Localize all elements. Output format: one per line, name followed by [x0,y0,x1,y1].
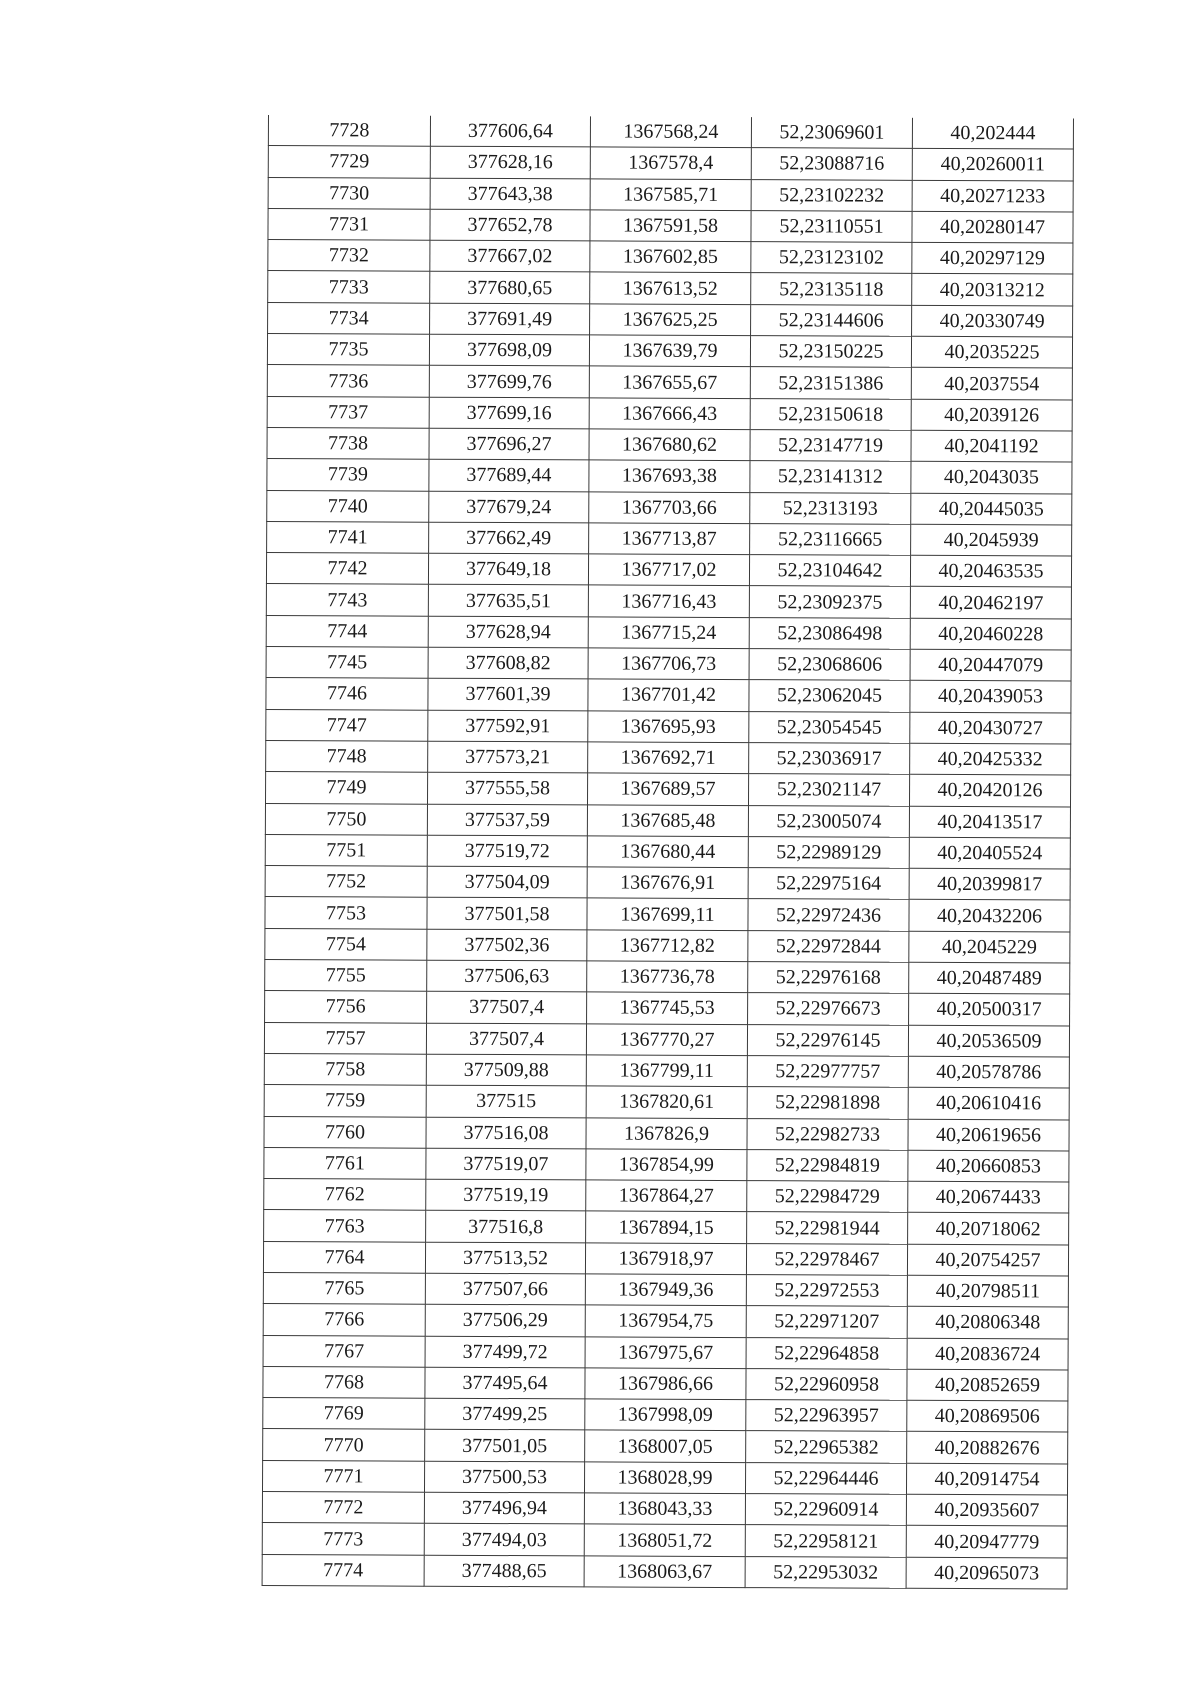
point-number-cell: 7747 [266,709,428,741]
table-row [265,866,1070,901]
y-coordinate-cell: 1367745,53 [587,992,748,1024]
table-row [264,1085,1069,1120]
x-coordinate-cell: 377699,16 [429,397,589,429]
table-row [266,678,1071,713]
longitude-cell: 40,2037554 [911,368,1072,400]
point-number-cell: 7736 [267,365,429,397]
longitude-cell: 40,20798511 [907,1275,1068,1307]
table-row [264,1210,1069,1245]
x-coordinate-cell: 377537,59 [427,804,587,836]
x-coordinate-cell: 377555,58 [427,772,587,804]
y-coordinate-cell: 1367998,09 [585,1399,746,1431]
table-row [265,991,1070,1026]
latitude-cell: 52,23102232 [751,179,912,211]
point-number-cell: 7734 [268,302,430,334]
x-coordinate-cell: 377635,51 [428,585,588,617]
y-coordinate-cell: 1367701,42 [588,679,749,711]
y-coordinate-cell: 1367602,85 [590,241,751,273]
x-coordinate-cell: 377502,36 [427,929,587,961]
table-row [268,146,1073,181]
longitude-cell: 40,20330749 [912,305,1073,337]
table-row [264,1053,1069,1088]
longitude-cell: 40,20610416 [908,1088,1069,1120]
x-coordinate-cell: 377509,88 [426,1054,586,1086]
y-coordinate-cell: 1367713,87 [589,523,750,555]
x-coordinate-cell: 377496,94 [424,1492,584,1524]
longitude-cell: 40,20935607 [906,1494,1067,1526]
x-coordinate-cell: 377506,63 [427,960,587,992]
point-number-cell: 7758 [264,1053,426,1085]
y-coordinate-cell: 1367715,24 [588,617,749,649]
point-number-cell: 7756 [265,991,427,1023]
table-row [265,772,1070,807]
longitude-cell: 40,202444 [912,118,1073,149]
point-number-cell: 7765 [263,1272,425,1304]
point-number-cell: 7766 [263,1304,425,1336]
latitude-cell: 52,23135118 [751,273,912,305]
y-coordinate-cell: 1367699,11 [587,898,748,930]
y-coordinate-cell: 1367770,27 [586,1024,747,1056]
longitude-cell: 40,20413517 [909,806,1070,838]
latitude-cell: 52,23144606 [751,304,912,336]
longitude-cell: 40,20420126 [909,775,1070,807]
point-number-cell: 7764 [263,1241,425,1273]
longitude-cell: 40,20869506 [907,1400,1068,1432]
x-coordinate-cell: 377494,03 [424,1524,584,1556]
table-row [262,1460,1067,1495]
point-number-cell: 7743 [266,584,428,616]
latitude-cell: 52,22981944 [747,1212,908,1244]
point-number-cell: 7731 [268,208,430,240]
x-coordinate-cell: 377573,21 [428,741,588,773]
longitude-cell: 40,2041192 [911,430,1072,462]
latitude-cell: 52,23151386 [750,367,911,399]
x-coordinate-cell: 377696,27 [429,428,589,460]
y-coordinate-cell: 1367685,48 [587,804,748,836]
table-row [263,1272,1068,1307]
latitude-cell: 52,22984729 [747,1181,908,1213]
latitude-cell: 52,23110551 [751,210,912,242]
latitude-cell: 52,22972553 [746,1275,907,1307]
y-coordinate-cell: 1367613,52 [590,272,751,304]
y-coordinate-cell: 1367568,24 [590,116,751,147]
latitude-cell: 52,23069601 [751,117,912,148]
point-number-cell: 7755 [265,960,427,992]
x-coordinate-cell: 377495,64 [425,1367,585,1399]
longitude-cell: 40,20718062 [908,1213,1069,1245]
table-row [266,553,1071,588]
x-coordinate-cell: 377507,4 [427,992,587,1024]
table-row [266,647,1071,682]
x-coordinate-cell: 377592,91 [428,710,588,742]
longitude-cell: 40,2045229 [909,931,1070,963]
y-coordinate-cell: 1367706,73 [588,648,749,680]
y-coordinate-cell: 1368043,33 [584,1493,745,1525]
latitude-cell: 52,22964446 [745,1462,906,1494]
table-row [265,803,1070,838]
point-number-cell: 7749 [265,772,427,804]
latitude-cell: 52,23021147 [748,774,909,806]
table-row [267,396,1072,431]
x-coordinate-cell: 377501,05 [425,1430,585,1462]
longitude-cell: 40,20280147 [912,211,1073,243]
y-coordinate-cell: 1367693,38 [589,460,750,492]
latitude-cell: 52,23005074 [748,805,909,837]
y-coordinate-cell: 1367666,43 [589,398,750,430]
latitude-cell: 52,22984819 [747,1149,908,1181]
y-coordinate-cell: 1368051,72 [584,1524,745,1556]
x-coordinate-cell: 377606,64 [430,116,590,147]
point-number-cell: 7772 [262,1492,424,1524]
table-row [268,271,1073,306]
x-coordinate-cell: 377628,94 [428,616,588,648]
latitude-cell: 52,23088716 [751,148,912,180]
longitude-cell: 40,20536509 [908,1025,1069,1057]
point-number-cell: 7769 [263,1398,425,1430]
table-row [265,834,1070,869]
x-coordinate-cell: 377516,08 [426,1117,586,1149]
latitude-cell: 52,23092375 [749,586,910,618]
latitude-cell: 52,23068606 [749,649,910,681]
point-number-cell: 7730 [268,177,430,209]
table-row [264,1116,1069,1151]
table-row [263,1335,1068,1370]
x-coordinate-cell: 377628,16 [430,147,590,179]
longitude-cell: 40,20947779 [906,1526,1067,1558]
latitude-cell: 52,23104642 [749,555,910,587]
table-row [266,740,1071,775]
y-coordinate-cell: 1367639,79 [589,335,750,367]
x-coordinate-cell: 377689,44 [429,459,589,491]
latitude-cell: 52,23123102 [751,242,912,274]
latitude-cell: 52,22972436 [748,899,909,931]
y-coordinate-cell: 1367578,4 [590,147,751,179]
point-number-cell: 7740 [267,490,429,522]
point-number-cell: 7760 [264,1116,426,1148]
x-coordinate-cell: 377652,78 [430,209,590,241]
latitude-cell: 52,23116665 [750,523,911,555]
latitude-cell: 52,22982733 [747,1118,908,1150]
table-row [263,1398,1068,1433]
x-coordinate-cell: 377499,25 [425,1398,585,1430]
longitude-cell: 40,20852659 [907,1369,1068,1401]
longitude-cell: 40,20836724 [907,1338,1068,1370]
latitude-cell: 52,23054545 [749,711,910,743]
y-coordinate-cell: 1367820,61 [586,1086,747,1118]
x-coordinate-cell: 377662,49 [429,522,589,554]
point-number-cell: 7771 [262,1460,424,1492]
y-coordinate-cell: 1367826,9 [586,1117,747,1149]
point-number-cell: 7752 [265,866,427,898]
y-coordinate-cell: 1367692,71 [588,742,749,774]
point-number-cell: 7773 [262,1523,424,1555]
latitude-cell: 52,22960958 [746,1368,907,1400]
table-row [267,521,1072,556]
y-coordinate-cell: 1367716,43 [588,585,749,617]
y-coordinate-cell: 1367703,66 [589,491,750,523]
y-coordinate-cell: 1368007,05 [585,1430,746,1462]
table-row [267,334,1072,369]
point-number-cell: 7754 [265,928,427,960]
point-number-cell: 7745 [266,647,428,679]
x-coordinate-cell: 377679,24 [429,491,589,523]
longitude-cell: 40,20914754 [906,1463,1067,1495]
x-coordinate-cell: 377507,66 [425,1273,585,1305]
table-row [263,1429,1068,1464]
x-coordinate-cell: 377680,65 [430,272,590,304]
table-row [263,1241,1068,1276]
latitude-cell: 52,2313193 [750,492,911,524]
point-number-cell: 7774 [262,1554,424,1586]
y-coordinate-cell: 1367894,15 [586,1211,747,1243]
y-coordinate-cell: 1367625,25 [590,304,751,336]
point-number-cell: 7761 [264,1147,426,1179]
table-row [268,208,1073,243]
y-coordinate-cell: 1367986,66 [585,1368,746,1400]
point-number-cell: 7750 [265,803,427,835]
longitude-cell: 40,20462197 [910,587,1071,619]
longitude-cell: 40,20487489 [909,962,1070,994]
y-coordinate-cell: 1367689,57 [587,773,748,805]
longitude-cell: 40,20405524 [909,837,1070,869]
longitude-cell: 40,20660853 [908,1150,1069,1182]
x-coordinate-cell: 377698,09 [429,334,589,366]
point-number-cell: 7742 [266,553,428,585]
longitude-cell: 40,20260011 [912,149,1073,181]
table-row [264,1022,1069,1057]
longitude-cell: 40,20882676 [907,1432,1068,1464]
y-coordinate-cell: 1367736,78 [587,961,748,993]
table-row [265,960,1070,995]
latitude-cell: 52,23150225 [750,336,911,368]
latitude-cell: 52,23141312 [750,461,911,493]
longitude-cell: 40,20463535 [910,555,1071,587]
table-row [265,897,1070,932]
latitude-cell: 52,22978467 [746,1243,907,1275]
point-number-cell: 7748 [266,740,428,772]
table-row [263,1304,1068,1339]
point-number-cell: 7729 [268,146,430,178]
longitude-cell: 40,20674433 [908,1181,1069,1213]
longitude-cell: 40,2035225 [911,336,1072,368]
y-coordinate-cell: 1367585,71 [590,179,751,211]
latitude-cell: 52,23086498 [749,617,910,649]
table-row [265,928,1070,963]
point-number-cell: 7751 [265,834,427,866]
longitude-cell: 40,20460228 [910,618,1071,650]
point-number-cell: 7759 [264,1085,426,1117]
y-coordinate-cell: 1367680,62 [589,429,750,461]
latitude-cell: 52,23147719 [750,430,911,462]
point-number-cell: 7762 [264,1179,426,1211]
table-row [264,1179,1069,1214]
point-number-cell: 7767 [263,1335,425,1367]
x-coordinate-cell: 377506,29 [425,1304,585,1336]
longitude-cell: 40,20399817 [909,868,1070,900]
y-coordinate-cell: 1367918,97 [585,1243,746,1275]
y-coordinate-cell: 1367591,58 [590,210,751,242]
y-coordinate-cell: 1367717,02 [588,554,749,586]
latitude-cell: 52,22964858 [746,1337,907,1369]
longitude-cell: 40,20578786 [908,1056,1069,1088]
longitude-cell: 40,20445035 [911,493,1072,525]
y-coordinate-cell: 1367975,67 [585,1336,746,1368]
latitude-cell: 52,22963957 [746,1400,907,1432]
table-row [266,615,1071,650]
x-coordinate-cell: 377500,53 [424,1461,584,1493]
longitude-cell: 40,20447079 [910,649,1071,681]
point-number-cell: 7768 [263,1366,425,1398]
x-coordinate-cell: 377504,09 [427,866,587,898]
x-coordinate-cell: 377499,72 [425,1336,585,1368]
y-coordinate-cell: 1367864,27 [586,1180,747,1212]
point-number-cell: 7744 [266,615,428,647]
longitude-cell: 40,20439053 [910,681,1071,713]
y-coordinate-cell: 1367676,91 [587,867,748,899]
y-coordinate-cell: 1368028,99 [584,1462,745,1494]
table-row [262,1554,1067,1589]
latitude-cell: 52,22976145 [747,1024,908,1056]
latitude-cell: 52,22958121 [745,1525,906,1557]
longitude-cell: 40,2039126 [911,399,1072,431]
point-number-cell: 7753 [265,897,427,929]
longitude-cell: 40,20430727 [910,712,1071,744]
x-coordinate-cell: 377488,65 [424,1555,584,1587]
y-coordinate-cell: 1367655,67 [589,366,750,398]
latitude-cell: 52,22965382 [746,1431,907,1463]
point-number-cell: 7738 [267,427,429,459]
x-coordinate-cell: 377643,38 [430,178,590,210]
x-coordinate-cell: 377513,52 [425,1242,585,1274]
latitude-cell: 52,22960914 [745,1494,906,1526]
x-coordinate-cell: 377516,8 [426,1211,586,1243]
longitude-cell: 40,20313212 [912,274,1073,306]
latitude-cell: 52,23062045 [749,680,910,712]
x-coordinate-cell: 377501,58 [427,898,587,930]
latitude-cell: 52,22976673 [748,993,909,1025]
x-coordinate-cell: 377649,18 [428,553,588,585]
point-number-cell: 7763 [264,1210,426,1242]
point-number-cell: 7737 [267,396,429,428]
x-coordinate-cell: 377699,76 [429,366,589,398]
table-row [266,709,1071,744]
latitude-cell: 52,23036917 [749,743,910,775]
table-row [267,365,1072,400]
coordinates-table-body [262,115,1073,1589]
longitude-cell: 40,20806348 [907,1307,1068,1339]
point-number-cell: 7733 [268,271,430,303]
latitude-cell: 52,22975164 [748,868,909,900]
longitude-cell: 40,20965073 [906,1557,1067,1589]
y-coordinate-cell: 1367854,99 [586,1149,747,1181]
table-row [268,177,1073,212]
y-coordinate-cell: 1367954,75 [585,1305,746,1337]
latitude-cell: 52,22981898 [747,1087,908,1119]
table-row [268,302,1073,337]
latitude-cell: 52,22953032 [745,1556,906,1588]
longitude-cell: 40,20271233 [912,180,1073,212]
x-coordinate-cell: 377515 [426,1085,586,1117]
x-coordinate-cell: 377519,07 [426,1148,586,1180]
table-row [268,240,1073,275]
point-number-cell: 7770 [263,1429,425,1461]
longitude-cell: 40,20432206 [909,900,1070,932]
point-number-cell: 7746 [266,678,428,710]
x-coordinate-cell: 377519,72 [427,835,587,867]
table-row [268,115,1073,149]
point-number-cell: 7741 [267,521,429,553]
table-row [262,1523,1067,1558]
point-number-cell: 7735 [267,334,429,366]
latitude-cell: 52,22972844 [748,930,909,962]
longitude-cell: 40,20425332 [910,743,1071,775]
latitude-cell: 52,22977757 [747,1056,908,1088]
y-coordinate-cell: 1367949,36 [585,1274,746,1306]
table-row [263,1366,1068,1401]
y-coordinate-cell: 1367695,93 [588,711,749,743]
y-coordinate-cell: 1368063,67 [584,1556,745,1588]
point-number-cell: 7757 [264,1022,426,1054]
latitude-cell: 52,22971207 [746,1306,907,1338]
point-number-cell: 7739 [267,459,429,491]
y-coordinate-cell: 1367799,11 [586,1055,747,1087]
longitude-cell: 40,2045939 [911,524,1072,556]
x-coordinate-cell: 377691,49 [430,303,590,335]
y-coordinate-cell: 1367680,44 [587,836,748,868]
table-row [267,459,1072,494]
point-number-cell: 7728 [268,115,430,147]
latitude-cell: 52,22989129 [748,836,909,868]
longitude-cell: 40,20500317 [909,994,1070,1026]
table-row [267,490,1072,525]
x-coordinate-cell: 377519,19 [426,1179,586,1211]
latitude-cell: 52,23150618 [750,398,911,430]
longitude-cell: 40,20754257 [907,1244,1068,1276]
table-row [262,1492,1067,1527]
x-coordinate-cell: 377667,02 [430,240,590,272]
latitude-cell: 52,22976168 [748,962,909,994]
longitude-cell: 40,2043035 [911,462,1072,494]
longitude-cell: 40,20619656 [908,1119,1069,1151]
table-row [264,1147,1069,1182]
x-coordinate-cell: 377507,4 [426,1023,586,1055]
y-coordinate-cell: 1367712,82 [587,930,748,962]
coordinates-table [262,115,1074,1589]
table-row [266,584,1071,619]
x-coordinate-cell: 377601,39 [428,679,588,711]
x-coordinate-cell: 377608,82 [428,647,588,679]
longitude-cell: 40,20297129 [912,242,1073,274]
point-number-cell: 7732 [268,240,430,272]
table-row [267,427,1072,462]
